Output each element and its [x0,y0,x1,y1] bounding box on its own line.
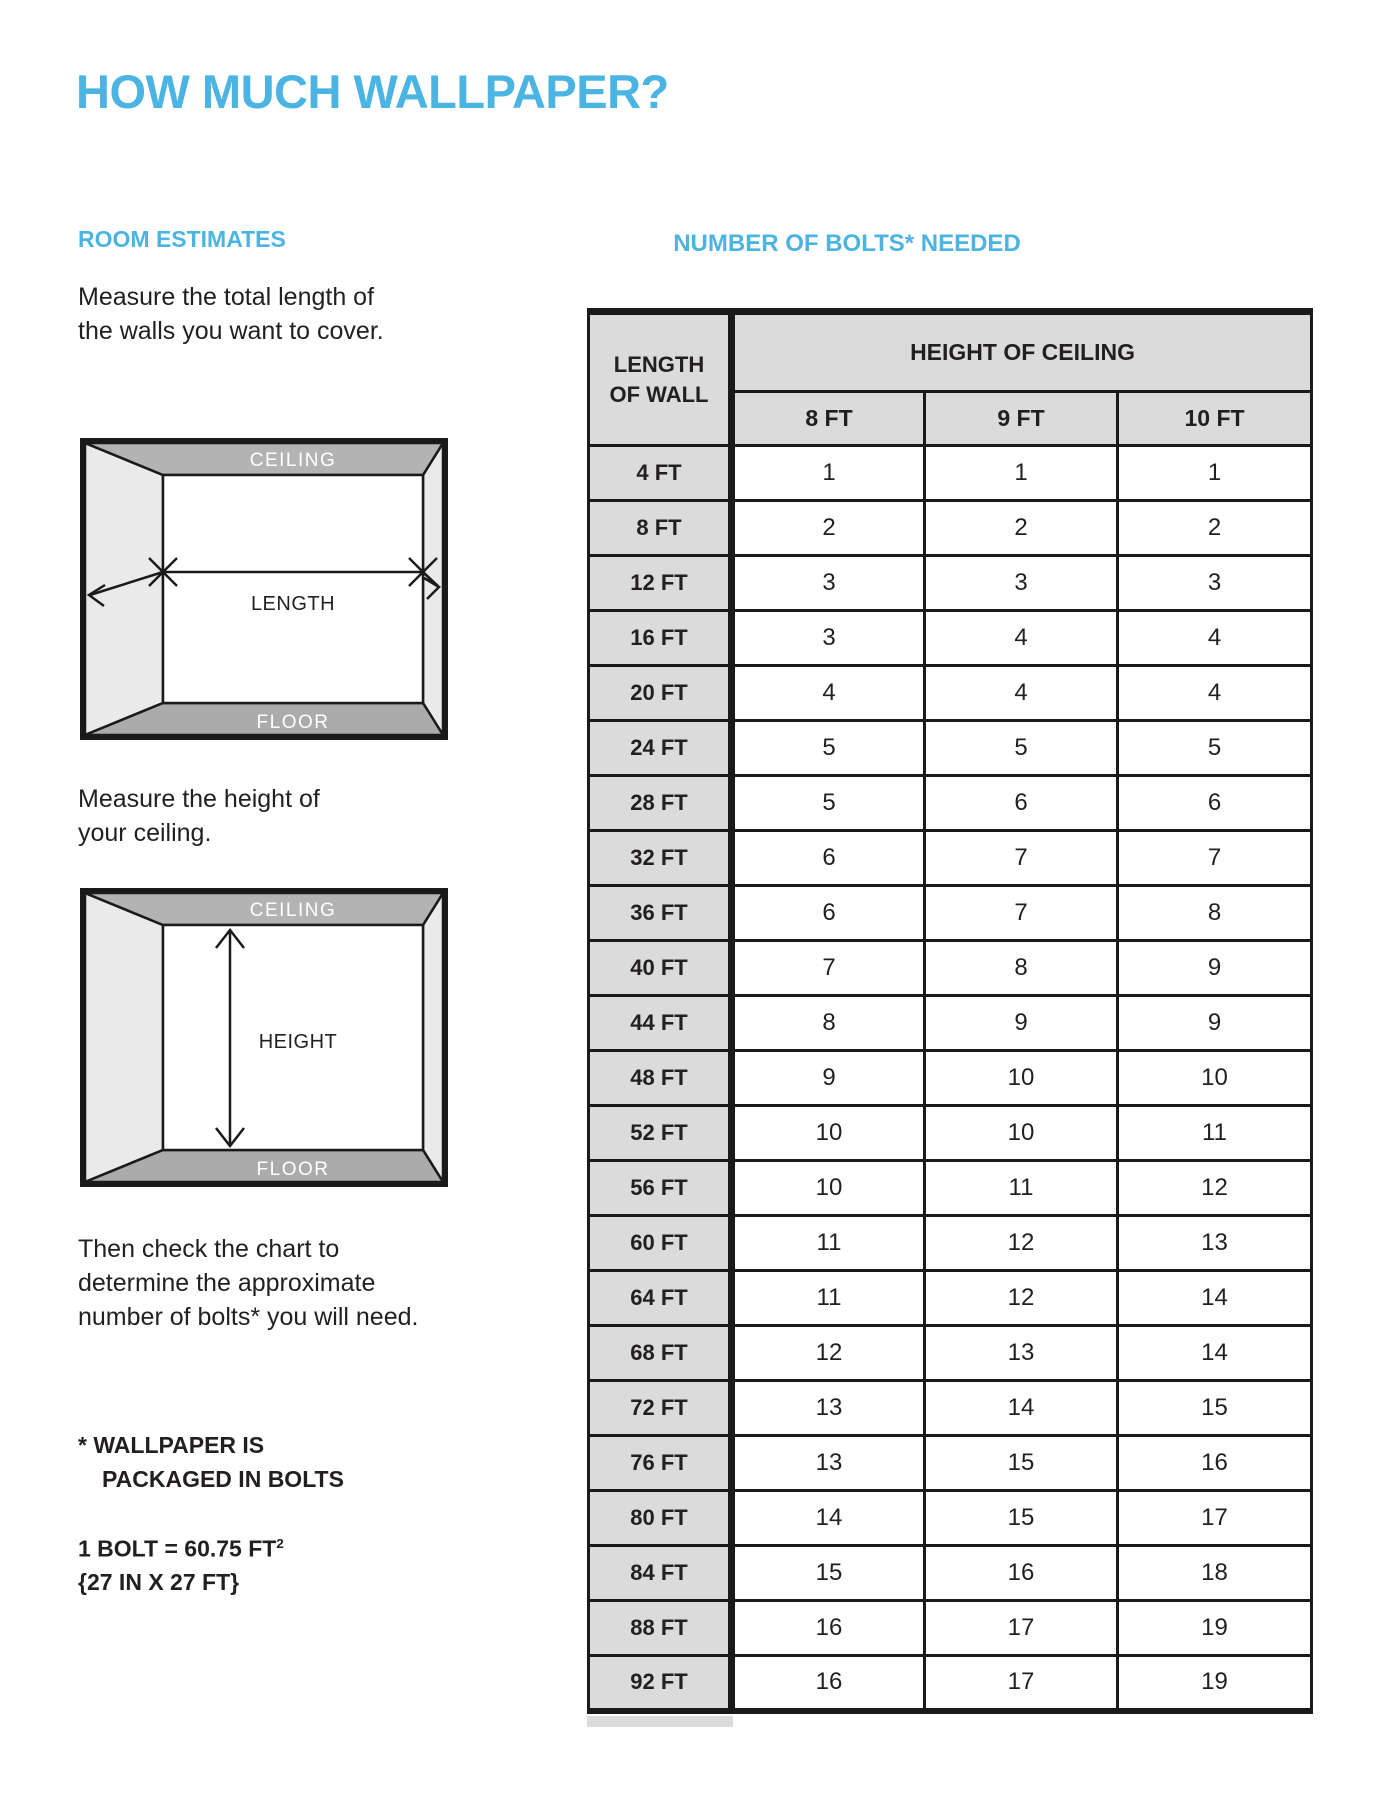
wall-length-cell: 16 FT [589,611,732,666]
bolt-equation: 1 BOLT = 60.75 $FT^2$ [78,1535,284,1562]
bolt-count-cell: 2 [925,501,1118,556]
bolt-count-cell: 14 [1118,1271,1312,1326]
intro-length-paragraph [78,280,384,348]
bolt-count-cell: 6 [925,776,1118,831]
wall-length-cell: 88 FT [589,1601,732,1656]
bolt-count-cell: 19 [1118,1656,1312,1711]
bolt-count-cell: 3 [732,556,925,611]
bolt-count-cell: 16 [732,1601,925,1656]
table-row [589,1436,1312,1491]
ceiling-label: CEILING [249,900,337,921]
wall-length-cell: 48 FT [589,1051,732,1106]
bolt-count-cell: 16 [925,1546,1118,1601]
bolt-count-cell: 1 [925,446,1118,501]
paragraph-line: your ceiling. [78,819,212,847]
wall-length-cell: 20 FT [589,666,732,721]
table-row [589,556,1312,611]
bolt-count-cell: 13 [732,1381,925,1436]
bolt-count-cell: 17 [925,1656,1118,1711]
paragraph-line: Measure the total length of [78,283,375,311]
check-chart-paragraph [78,1232,418,1334]
back-wall-shape [163,475,423,703]
wall-length-cell: 36 FT [589,886,732,941]
wall-length-cell: 24 FT [589,721,732,776]
bolt-count-cell: 1 [1118,446,1312,501]
left-wall-shape [85,893,163,1182]
bolts-footnote [78,1428,344,1496]
bolt-count-cell: 9 [1118,996,1312,1051]
bolt-count-cell: 6 [1118,776,1312,831]
bolt-count-cell: 11 [1118,1106,1312,1161]
table-row [589,831,1312,886]
bolt-count-cell: 15 [925,1491,1118,1546]
wall-length-cell: 4 FT [589,446,732,501]
bolt-count-cell: 4 [732,666,925,721]
bolt-count-cell: 15 [1118,1381,1312,1436]
table-row [589,501,1312,556]
bolt-count-cell: 13 [732,1436,925,1491]
bolt-count-cell: 7 [1118,831,1312,886]
bolt-count-cell: 10 [925,1051,1118,1106]
bolt-count-cell: 18 [1118,1546,1312,1601]
bolt-count-cell: 9 [1118,941,1312,996]
bolt-count-cell: 7 [925,886,1118,941]
height-label: HEIGHT [258,1031,338,1053]
table-row [589,776,1312,831]
bolt-count-cell: 9 [925,996,1118,1051]
bolts-table [587,308,1313,1714]
bolt-count-cell: 8 [732,996,925,1051]
wall-length-cell: 92 FT [589,1656,732,1711]
bolt-count-cell: 17 [925,1601,1118,1656]
bolt-count-cell: 2 [732,501,925,556]
table-row [589,1271,1312,1326]
paragraph-line: the walls you want to cover. [78,317,384,345]
bolt-count-cell: 12 [1118,1161,1312,1216]
bolt-count-cell: 13 [1118,1216,1312,1271]
table-row [589,666,1312,721]
col-header-10ft: 10 FT [1118,392,1312,446]
bolt-count-cell: 2 [1118,501,1312,556]
superscript-2: 2 [276,1536,284,1551]
bolt-count-cell: 7 [925,831,1118,886]
col-header-8ft: 8 FT [732,392,925,446]
bolt-count-cell: 14 [925,1381,1118,1436]
bolts-table-body [589,446,1312,1711]
floor-label: FLOOR [256,1159,330,1180]
bolt-count-cell: 4 [925,611,1118,666]
bolt-count-cell: 16 [732,1656,925,1711]
bolt-count-cell: 12 [925,1216,1118,1271]
right-wall-shape [423,893,443,1182]
bolt-count-cell: 3 [1118,556,1312,611]
table-row [589,996,1312,1051]
table-row [589,1546,1312,1601]
room-length-diagram [80,438,448,740]
bolt-count-cell: 15 [732,1546,925,1601]
bolt-count-cell: 12 [925,1271,1118,1326]
bolt-count-cell: 13 [925,1326,1118,1381]
footnote-line: * WALLPAPER IS [78,1432,265,1458]
intro-height-paragraph [78,782,320,850]
wall-length-cell: 12 FT [589,556,732,611]
bolt-count-cell: 4 [1118,666,1312,721]
bolt-count-cell: 1 [732,446,925,501]
wall-length-cell: 64 FT [589,1271,732,1326]
bolt-count-cell: 4 [925,666,1118,721]
bolt-count-cell: 7 [732,941,925,996]
room-height-diagram [80,888,448,1187]
bolt-count-cell: 11 [925,1161,1118,1216]
bolt-count-cell: 14 [1118,1326,1312,1381]
col-group-header-height-of-ceiling: HEIGHT OF CEILING [732,312,1312,392]
bolt-count-cell: 8 [925,941,1118,996]
paragraph-line: determine the approximate [78,1269,376,1297]
bolt-count-cell: 11 [732,1271,925,1326]
paragraph-line: number of bolts* you will need. [78,1303,419,1331]
bolt-count-cell: 3 [925,556,1118,611]
table-row [589,446,1312,501]
table-row [589,1491,1312,1546]
bolt-count-cell: 6 [732,886,925,941]
table-row [589,1326,1312,1381]
wall-length-cell: 72 FT [589,1381,732,1436]
bolt-count-cell: 14 [732,1491,925,1546]
col-header-9ft: 9 FT [925,392,1118,446]
bolt-count-cell: 5 [925,721,1118,776]
wall-length-cell: 76 FT [589,1436,732,1491]
wall-length-cell: 44 FT [589,996,732,1051]
footnote-line: PACKAGED IN BOLTS [102,1466,344,1492]
table-row [589,1216,1312,1271]
header-line: LENGTH [613,351,705,377]
wall-length-cell: 56 FT [589,1161,732,1216]
bolt-count-cell: 12 [732,1326,925,1381]
bolt-dimensions: {27 IN X 27 FT} [78,1568,240,1595]
table-row [589,1161,1312,1216]
table-row [589,1381,1312,1436]
wall-length-cell: 32 FT [589,831,732,886]
bolt-count-cell: 19 [1118,1601,1312,1656]
floor-label: FLOOR [256,712,330,733]
cut-off-row-remnant [587,1716,733,1727]
wall-length-cell: 60 FT [589,1216,732,1271]
bolt-count-cell: 17 [1118,1491,1312,1546]
wall-length-cell: 28 FT [589,776,732,831]
wall-length-cell: 8 FT [589,501,732,556]
bolt-count-cell: 5 [732,776,925,831]
ceiling-label: CEILING [249,450,337,471]
room-estimates-heading: ROOM ESTIMATES [78,226,286,252]
bolt-count-cell: 16 [1118,1436,1312,1491]
bolt-count-cell: 4 [1118,611,1312,666]
bolt-count-cell: 5 [1118,721,1312,776]
bolt-count-cell: 10 [1118,1051,1312,1106]
bolt-count-cell: 11 [732,1216,925,1271]
table-row [589,1051,1312,1106]
bolt-count-cell: 8 [1118,886,1312,941]
table-row [589,941,1312,996]
col-header-length-of-wall [589,312,732,446]
table-row [589,611,1312,666]
bolt-count-cell: 9 [732,1051,925,1106]
table-row [589,886,1312,941]
wall-length-cell: 68 FT [589,1326,732,1381]
bolt-count-cell: 10 [732,1106,925,1161]
bolt-count-cell: 6 [732,831,925,886]
wall-length-cell: 80 FT [589,1491,732,1546]
table-row [589,1601,1312,1656]
table-row [589,1106,1312,1161]
wall-length-cell: 40 FT [589,941,732,996]
wall-length-cell: 84 FT [589,1546,732,1601]
table-row [589,1656,1312,1711]
bolts-table-heading: NUMBER OF BOLTS* NEEDED [673,230,1021,257]
table-row [589,721,1312,776]
header-line: OF WALL [609,381,709,407]
bolt-count-cell: 10 [732,1161,925,1216]
bolt-count-cell: 10 [925,1106,1118,1161]
bolt-count-cell: 3 [732,611,925,666]
bolt-count-cell: 5 [732,721,925,776]
right-wall-shape [423,443,443,735]
bolt-count-cell: 15 [925,1436,1118,1491]
paragraph-line: Then check the chart to [78,1235,340,1263]
length-label: LENGTH [250,593,336,615]
paragraph-line: Measure the height of [78,785,320,813]
page-title: HOW MUCH WALLPAPER? [76,65,669,118]
wall-length-cell: 52 FT [589,1106,732,1161]
bolt-size-info [78,1527,284,1599]
